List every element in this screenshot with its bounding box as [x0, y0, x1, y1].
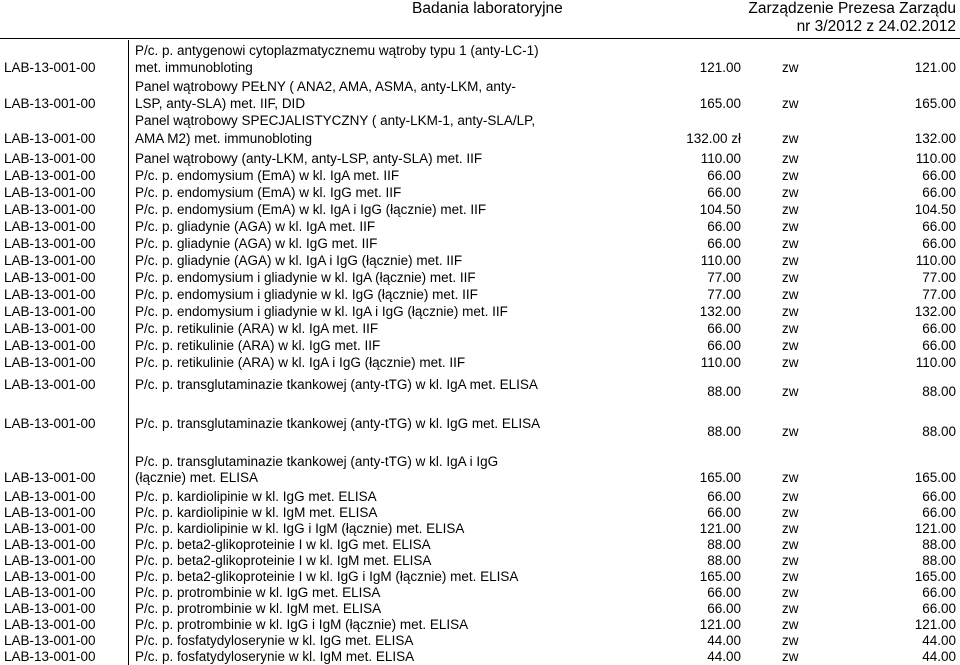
lab-code: LAB-13-001-00	[4, 60, 96, 75]
table-row	[0, 584, 960, 600]
vat-status: zw	[782, 321, 799, 336]
gross-price: 66.00	[922, 185, 956, 200]
vat-status: zw	[782, 185, 799, 200]
test-description: P/c. p. kardiolipinie w kl. IgM met. ELISA	[135, 505, 378, 520]
column-divider	[128, 269, 129, 286]
test-description: P/c. p. endomysium (EmA) w kl. IgG met. IIF	[135, 185, 402, 200]
net-price: 121.00	[699, 60, 741, 75]
gross-price: 165.00	[914, 96, 956, 111]
net-price: 110.00	[700, 253, 741, 268]
lab-code: LAB-13-001-00	[4, 617, 96, 632]
gross-price: 77.00	[922, 287, 956, 302]
net-price: 66.00	[707, 489, 741, 504]
vat-status: zw	[782, 617, 799, 632]
gross-price: 165.00	[914, 569, 956, 584]
lab-code: LAB-13-001-00	[4, 270, 96, 285]
test-description: P/c. p. retikulinie (ARA) w kl. IgG met. IIF	[135, 338, 381, 353]
column-divider	[128, 167, 129, 184]
column-divider	[128, 616, 129, 632]
column-divider	[128, 303, 129, 320]
column-divider	[128, 150, 129, 167]
lab-code: LAB-13-001-00	[4, 253, 96, 268]
vat-status: zw	[782, 304, 799, 319]
table-row	[0, 600, 960, 616]
table-row	[0, 451, 960, 488]
gross-price: 66.00	[922, 489, 956, 504]
column-divider	[128, 252, 129, 269]
test-description: P/c. p. protrombinie w kl. IgG met. ELISA	[135, 585, 381, 600]
gross-price: 121.00	[914, 60, 956, 75]
vat-status: zw	[782, 253, 799, 268]
test-description: P/c. p. kardiolipinie w kl. IgG met. ELISA	[135, 489, 377, 504]
test-description: P/c. p. beta2-glikoproteinie I w kl. IgG met. ELISA	[135, 537, 431, 552]
net-price: 44.00	[707, 649, 741, 664]
vat-status: zw	[782, 338, 799, 353]
lab-code: LAB-13-001-00	[4, 185, 96, 200]
lab-code: LAB-13-001-00	[4, 601, 96, 616]
net-price: 132.00	[699, 304, 741, 319]
net-price: 110.00	[700, 355, 741, 370]
test-description: P/c. p. endomysium i gliadynie w kl. IgA (łącznie) met. IIF	[135, 270, 476, 285]
vat-status: zw	[782, 553, 799, 568]
table-row	[0, 504, 960, 520]
test-description: P/c. p. transglutaminazie tkankowej (anty-tTG) w kl. IgG met. ELISA	[135, 416, 541, 431]
net-price: 110.00	[700, 151, 741, 166]
table-row	[0, 648, 960, 665]
column-divider	[128, 600, 129, 616]
test-description: P/c. p. retikulinie (ARA) w kl. IgA met. IIF	[135, 321, 379, 336]
lab-code: LAB-13-001-00	[4, 377, 96, 392]
test-description: Panel wątrobowy SPECJALISTYCZNY ( anty-LKM-1, anty-SLA/LP,	[135, 113, 536, 128]
lab-code: LAB-13-001-00	[4, 505, 96, 520]
lab-code: LAB-13-001-00	[4, 168, 96, 183]
table-row	[0, 78, 960, 114]
test-description: P/c. p. fosfatydyloserynie w kl. IgM met. ELISA	[135, 649, 415, 664]
vat-status: zw	[782, 151, 799, 166]
lab-code: LAB-13-001-00	[4, 151, 96, 166]
table-row	[0, 286, 960, 303]
test-description: P/c. p. gliadynie (AGA) w kl. IgG met. IIF	[135, 236, 378, 251]
column-divider	[128, 78, 129, 114]
lab-code: LAB-13-001-00	[4, 489, 96, 504]
test-description: (łącznie) met. ELISA	[135, 470, 259, 485]
gross-price: 44.00	[922, 649, 956, 664]
table-row	[0, 269, 960, 286]
gross-price: 88.00	[922, 537, 956, 552]
lab-code: LAB-13-001-00	[4, 416, 96, 431]
test-description: P/c. p. beta2-glikoproteinie I w kl. IgM met. ELISA	[135, 553, 432, 568]
vat-status: zw	[782, 219, 799, 234]
table-row	[0, 184, 960, 201]
lab-code: LAB-13-001-00	[4, 219, 96, 234]
test-description: P/c. p. transglutaminazie tkankowej (anty-tTG) w kl. IgA met. ELISA	[135, 377, 538, 392]
column-divider	[128, 286, 129, 303]
net-price: 88.00	[707, 384, 741, 399]
test-description: P/c. p. endomysium (EmA) w kl. IgA met. IIF	[135, 168, 400, 183]
gross-price: 110.00	[915, 355, 956, 370]
column-divider	[128, 584, 129, 600]
vat-status: zw	[782, 424, 799, 439]
test-description: LSP, anty-SLA) met. IIF, DID	[135, 96, 306, 111]
column-divider	[128, 411, 129, 451]
test-description: met. immunobloting	[135, 60, 253, 75]
net-price: 66.00	[707, 219, 741, 234]
vat-status: zw	[782, 470, 799, 485]
table-row	[0, 114, 960, 150]
vat-status: zw	[782, 384, 799, 399]
lab-code: LAB-13-001-00	[4, 633, 96, 648]
column-divider	[128, 184, 129, 201]
lab-code: LAB-13-001-00	[4, 304, 96, 319]
gross-price: 121.00	[914, 521, 956, 536]
vat-status: zw	[782, 236, 799, 251]
gross-price: 66.00	[922, 338, 956, 353]
gross-price: 165.00	[914, 470, 956, 485]
lab-code: LAB-13-001-00	[4, 236, 96, 251]
lab-code: LAB-13-001-00	[4, 287, 96, 302]
test-description: Panel wątrobowy (anty-LKM, anty-LSP, anty-SLA) met. IIF	[135, 151, 483, 166]
lab-code: LAB-13-001-00	[4, 521, 96, 536]
lab-code: LAB-13-001-00	[4, 321, 96, 336]
vat-status: zw	[782, 489, 799, 504]
table-row	[0, 40, 960, 78]
lab-code: LAB-13-001-00	[4, 537, 96, 552]
net-price: 66.00	[707, 321, 741, 336]
net-price: 77.00	[707, 270, 741, 285]
net-price: 88.00	[707, 537, 741, 552]
column-divider	[128, 354, 129, 371]
net-price: 165.00	[699, 96, 741, 111]
vat-status: zw	[782, 60, 799, 75]
lab-code: LAB-13-001-00	[4, 569, 96, 584]
column-divider	[128, 568, 129, 584]
lab-code: LAB-13-001-00	[4, 585, 96, 600]
table-row	[0, 411, 960, 451]
gross-price: 66.00	[922, 601, 956, 616]
test-description: P/c. p. endomysium i gliadynie w kl. IgG (łącznie) met. IIF	[135, 287, 478, 302]
table-row	[0, 252, 960, 269]
net-price: 66.00	[707, 168, 741, 183]
net-price: 66.00	[707, 338, 741, 353]
table-row	[0, 320, 960, 337]
net-price: 66.00	[707, 601, 741, 616]
gross-price: 66.00	[922, 168, 956, 183]
vat-status: zw	[782, 505, 799, 520]
vat-status: zw	[782, 168, 799, 183]
column-divider	[128, 632, 129, 648]
table-row	[0, 167, 960, 184]
lab-code: LAB-13-001-00	[4, 96, 96, 111]
net-price: 165.00	[699, 470, 741, 485]
column-divider	[128, 320, 129, 337]
column-divider	[128, 451, 129, 488]
header-regulation: Zarządzenie Prezesa Zarządu	[748, 0, 956, 17]
header-regulation-number: nr 3/2012 z 24.02.2012	[796, 18, 956, 35]
lab-code: LAB-13-001-00	[4, 355, 96, 370]
gross-price: 66.00	[922, 505, 956, 520]
vat-status: zw	[782, 649, 799, 664]
column-divider	[128, 648, 129, 665]
column-divider	[128, 371, 129, 411]
column-divider	[128, 337, 129, 354]
vat-status: zw	[782, 287, 799, 302]
gross-price: 66.00	[922, 236, 956, 251]
table-row	[0, 632, 960, 648]
net-price: 104.50	[699, 202, 741, 217]
gross-price: 66.00	[922, 219, 956, 234]
table-row	[0, 303, 960, 320]
table-row	[0, 235, 960, 252]
table-row	[0, 488, 960, 504]
header-divider	[0, 38, 960, 39]
test-description: P/c. p. antygenowi cytoplazmatycznemu wątroby typu 1 (anty-LC-1)	[135, 43, 539, 58]
vat-status: zw	[782, 601, 799, 616]
net-price: 66.00	[707, 236, 741, 251]
test-description: P/c. p. gliadynie (AGA) w kl. IgA i IgG (łącznie) met. IIF	[135, 253, 463, 268]
net-price: 132.00 zł	[686, 131, 741, 146]
gross-price: 66.00	[922, 321, 956, 336]
lab-code: LAB-13-001-00	[4, 338, 96, 353]
column-divider	[128, 504, 129, 520]
gross-price: 88.00	[922, 384, 956, 399]
net-price: 44.00	[707, 633, 741, 648]
net-price: 66.00	[707, 185, 741, 200]
net-price: 77.00	[707, 287, 741, 302]
net-price: 88.00	[707, 424, 741, 439]
gross-price: 66.00	[922, 585, 956, 600]
net-price: 66.00	[707, 585, 741, 600]
lab-code: LAB-13-001-00	[4, 470, 96, 485]
test-description: P/c. p. protrombinie w kl. IgM met. ELISA	[135, 601, 382, 616]
table-row	[0, 201, 960, 218]
test-description: P/c. p. transglutaminazie tkankowej (anty-tTG) w kl. IgA i IgG	[135, 454, 499, 469]
vat-status: zw	[782, 585, 799, 600]
vat-status: zw	[782, 355, 799, 370]
table-row	[0, 552, 960, 568]
test-description: P/c. p. kardiolipinie w kl. IgG i IgM (łącznie) met. ELISA	[135, 521, 465, 536]
column-divider	[128, 114, 129, 150]
table-row	[0, 536, 960, 552]
gross-price: 110.00	[915, 253, 956, 268]
column-divider	[128, 40, 129, 78]
table-row	[0, 218, 960, 235]
net-price: 88.00	[707, 553, 741, 568]
test-description: P/c. p. endomysium i gliadynie w kl. IgA i IgG (łącznie) met. IIF	[135, 304, 508, 319]
table-row	[0, 150, 960, 167]
test-description: P/c. p. protrombinie w kl. IgG i IgM (łącznie) met. ELISA	[135, 617, 469, 632]
column-divider	[128, 218, 129, 235]
vat-status: zw	[782, 131, 799, 146]
table-row	[0, 337, 960, 354]
column-divider	[128, 536, 129, 552]
gross-price: 121.00	[914, 617, 956, 632]
header-title: Badania laboratoryjne	[412, 0, 563, 17]
gross-price: 44.00	[922, 633, 956, 648]
test-description: P/c. p. endomysium (EmA) w kl. IgA i IgG (łącznie) met. IIF	[135, 202, 487, 217]
vat-status: zw	[782, 202, 799, 217]
gross-price: 104.50	[914, 202, 956, 217]
column-divider	[128, 520, 129, 536]
test-description: P/c. p. fosfatydyloserynie w kl. IgG met. ELISA	[135, 633, 414, 648]
net-price: 66.00	[707, 505, 741, 520]
lab-code: LAB-13-001-00	[4, 131, 96, 146]
gross-price: 132.00	[914, 131, 956, 146]
net-price: 165.00	[699, 569, 741, 584]
lab-code: LAB-13-001-00	[4, 202, 96, 217]
gross-price: 88.00	[922, 553, 956, 568]
column-divider	[128, 201, 129, 218]
vat-status: zw	[782, 537, 799, 552]
gross-price: 77.00	[922, 270, 956, 285]
net-price: 121.00	[699, 617, 741, 632]
vat-status: zw	[782, 521, 799, 536]
test-description: Panel wątrobowy PEŁNY ( ANA2, AMA, ASMA, anty-LKM, anty-	[135, 79, 516, 94]
vat-status: zw	[782, 569, 799, 584]
table-row	[0, 371, 960, 411]
lab-code: LAB-13-001-00	[4, 649, 96, 664]
table-row	[0, 568, 960, 584]
page-header	[0, 0, 960, 40]
table-row	[0, 354, 960, 371]
test-description: P/c. p. retikulinie (ARA) w kl. IgA i IgG (łącznie) met. IIF	[135, 355, 466, 370]
test-description: P/c. p. gliadynie (AGA) w kl. IgA met. IIF	[135, 219, 376, 234]
table-row	[0, 616, 960, 632]
lab-code: LAB-13-001-00	[4, 553, 96, 568]
column-divider	[128, 235, 129, 252]
test-description: AMA M2) met. immunobloting	[135, 131, 313, 146]
net-price: 121.00	[699, 521, 741, 536]
test-description: P/c. p. beta2-glikoproteinie I w kl. IgG i IgM (łącznie) met. ELISA	[135, 569, 519, 584]
column-divider	[128, 488, 129, 504]
gross-price: 132.00	[914, 304, 956, 319]
gross-price: 110.00	[915, 151, 956, 166]
vat-status: zw	[782, 270, 799, 285]
table-row	[0, 520, 960, 536]
column-divider	[128, 552, 129, 568]
vat-status: zw	[782, 96, 799, 111]
vat-status: zw	[782, 633, 799, 648]
gross-price: 88.00	[922, 424, 956, 439]
